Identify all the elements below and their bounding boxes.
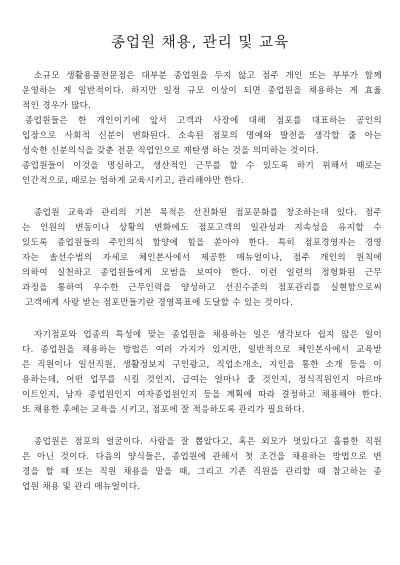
- paragraph-line: 경을 할 때 또는 직원 채용을 맡을 때, 그리고 기존 직원을 관리할 때 참고하는 종: [22, 467, 382, 477]
- paragraph-line: 종업원들은 한 개인이기에 앞서 고객과 사장에 대해 점포를 대표하는 공인의: [25, 116, 382, 126]
- paragraph-line: 는 인원의 변동이나 상황의 변화에도 점포고객의 일관성과 지속성을 유지할 수: [22, 223, 382, 233]
- paragraph-line: 고객에게 사랑 받는 점포만들기란 경영목표에 도달할 수 있는 것이다.: [25, 298, 294, 308]
- paragraph-line: 과정을 통하여 우수한 근무인력을 양성하고 선진수준의 점포관리를 실현함으로써: [22, 283, 382, 293]
- paragraph-line: 소규모 생활용품전문점은 대부분 종업원을 두지 않고 점주 개인 또는 부부가 함께: [34, 71, 382, 81]
- paragraph-line: 종업원은 점포의 얼굴이다. 사람을 잘 뽑았다고, 혹은 외모가 멋있다고 훌륭한 직원: [34, 437, 382, 447]
- document-title: 종업원 채용, 관리 및 교육: [110, 35, 290, 51]
- paragraph-line: 은 직원이나 일선직원, 생활정보지 구인광고, 직업소개소, 지인을 통한 소개 등을 이: [22, 360, 382, 370]
- paragraph-line: 자기점포와 업종의 특성에 맞는 종업원을 채용하는 일은 생각보다 쉽지 않은 일이: [34, 330, 382, 340]
- paragraph-line: 성숙한 신분의식을 갖춘 전문 직업인으로 재탄생 하는 것을 의미하는 것이다.: [22, 146, 319, 156]
- paragraph-line: 은 아닌 것이다. 다음의 양식들은, 종업원에 관해서 첫 조건을 채용하는 방법으로 변: [22, 452, 382, 462]
- paragraph-line: 있도록 종업원들의 주인의식 함양에 힘을 쏟아야 한다. 특히 점포경영자는 경영: [22, 238, 382, 248]
- paragraph-line: 다. 종업원을 채용하는 방법은 여러 가지가 있지만, 일반적으로 체인본사에서 교육받: [22, 345, 382, 355]
- paragraph-1: [22, 69, 382, 189]
- paragraph-4: [22, 435, 382, 495]
- paragraph-line: 운영하는 게 일반적이다. 하지만 일정 규모 이상이 되면 종업원을 채용하는 게 효율: [22, 86, 382, 96]
- paragraph-line: 자는 솔선수범의 자세로 체인본사에서 제공한 매뉴얼이나, 점주 개인의 원칙에: [22, 253, 382, 263]
- paragraph-line: 적인 경우가 많다.: [22, 101, 92, 111]
- paragraph-line: 인간적으로, 때로는 엄하게 교육시키고, 관리해야만 한다.: [22, 176, 245, 186]
- paragraph-3: [22, 328, 382, 418]
- paragraph-line: 입장으로 사회적 신분이 변화된다. 소속된 점포의 명예와 발전을 생각할 줄 아는: [22, 131, 382, 141]
- paragraph-line: 의하여 실천하고 종업원들에게 모범을 보여야 한다. 이런 일련의 정형화된 근무: [22, 268, 382, 278]
- paragraph-line: 종업원들이 이것을 명심하고, 생산적인 근무를 할 수 있도록 하기 위해서 때로는: [22, 161, 382, 171]
- paragraph-line: 이트인지, 남자 종업원인지 여자종업원인지 등을 계획에 따라 결정하고 채용해야 한다.: [22, 390, 382, 400]
- paragraph-line: 용하는데, 어떤 업무를 시킬 것인지, 급여는 얼마나 줄 것인지, 정식직원인지 아르바: [22, 375, 382, 385]
- document-body: [22, 69, 382, 512]
- paragraph-line: 종업원 교육과 관리의 기본 목적은 선진화된 점포문화를 창조하는데 있다. 점주: [34, 208, 382, 218]
- paragraph-2: [22, 206, 382, 311]
- paragraph-line: 업원 채용 및 관리 매뉴얼이다.: [22, 482, 141, 492]
- paragraph-line: 또 채용한 후에는 교육을 시키고, 점포에 잘 적응하도록 관리가 필요하다.: [22, 405, 305, 415]
